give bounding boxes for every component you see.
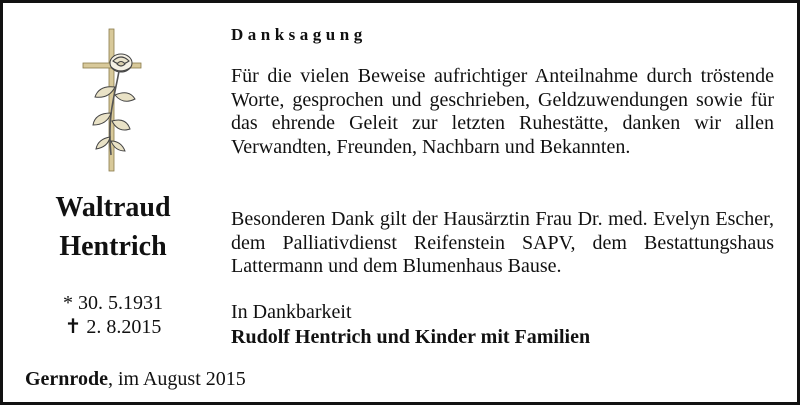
thanks-paragraph: Für die vielen Beweise aufrichtiger Anteilnahme durch tröstende Worte, gesprochen und geschrieben, Geldzuwendungen sowie für das ehrende Geleit zur letzten Ruhestätte, danken wir allen Verwandten, Freunden, Nachbarn und Bekannten. <box>231 65 774 158</box>
death-date: ✝ 2. 8.2015 <box>64 316 162 338</box>
signature: Rudolf Hentrich und Kinder mit Familien <box>231 326 591 348</box>
deceased-last-name: Hentrich <box>59 231 167 262</box>
place-name: Gernrode <box>25 368 108 390</box>
date-text: , im August 2015 <box>107 368 246 390</box>
place-and-date <box>25 367 246 391</box>
special-thanks-paragraph: Besonderen Dank gilt der Hausärztin Frau Dr. med. Evelyn Escher, dem Palliativdienst Reifenstein SAPV, dem Bestattungshaus Lattermann und dem Blumenhaus Bause. <box>231 208 774 277</box>
deceased-first-name: Waltraud <box>55 192 171 223</box>
cross-with-rose-icon <box>77 25 147 175</box>
birth-date: * 30. 5.1931 <box>63 292 163 314</box>
notice-heading: Danksagung <box>231 25 367 44</box>
closing-line: In Dankbarkeit <box>231 301 352 323</box>
